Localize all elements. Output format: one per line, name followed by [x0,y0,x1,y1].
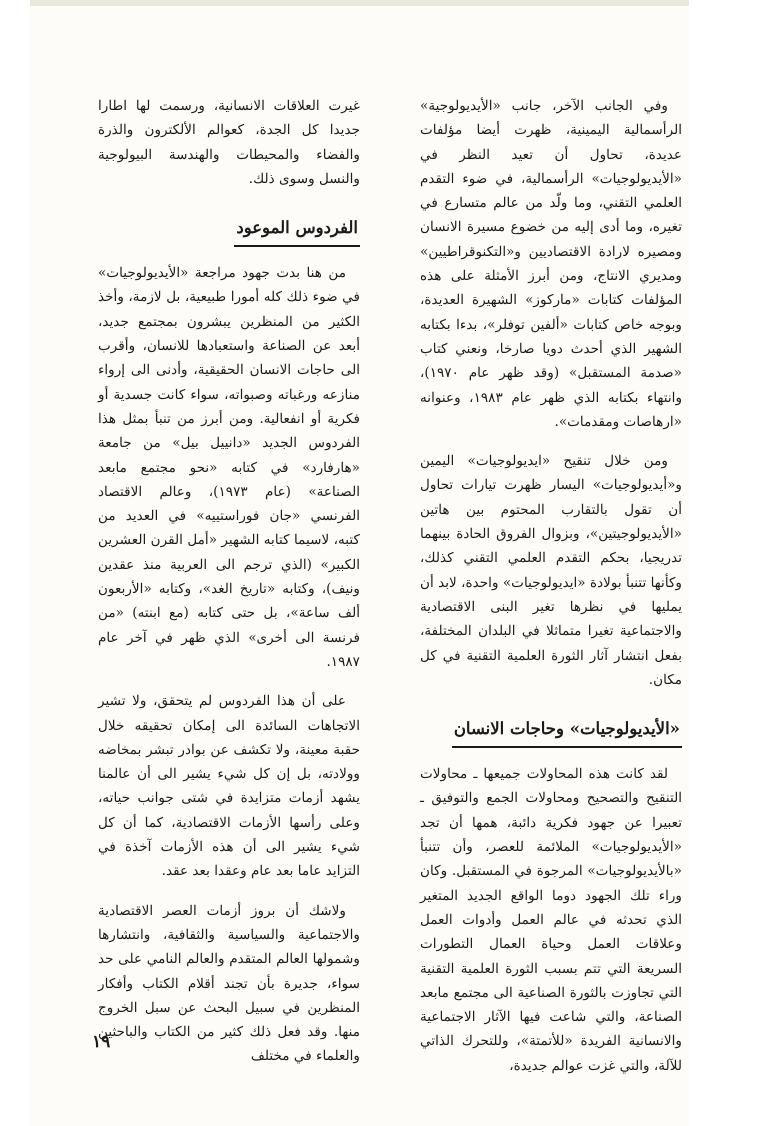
page-top-edge [0,0,761,6]
paragraph-ideologies-right: وفي الجانب الآخر، جانب «الأيديولوجية» الرأسمالية اليمينية، ظهرت أيضا مؤلفات عديدة، تحاول أن تعيد النظر في «الأيديولوجيات» الرأسمالية، في ضوء التقدم العلمي التقني، وما ولّد من عالم متسارع في تغيره، وما أدى إليه من خضوع مسيرة الانسان ومصيره لارادة الاقتصاديين و«التكنوقراطيين» ومديري الانتاج، ومن أبرز الأمثلة على هذه المؤلفات كتابات «ماركوز» الشهيرة العديدة، وبوجه خاص كتابات «ألفين توفلر»، بدءا بكتابه الشهير الذي أحدث دويا صارخا، ونعني كتاب «صدمة المستقبل» (وقد ظهر عام ١٩٧٠)، وانتهاء بكتابه الذي ظهر عام ١٩٨٣، وعنوانه «ارهاصات ومقدمات». [420,98,683,430]
paragraph-crises: ولاشك أن بروز أزمات العصر الاقتصادية والاجتماعية والسياسية والثقافية، وانتشارها وشمولها العالم المتقدم والعالم النامي على حد سواء، جديرة بأن تجند أقلام الكتاب وأفكار المنظرين في سبيل البحث عن سبل الخروج منها. وقد فعل ذلك كثير من الكتاب والباحثين والعلماء في مختلف [98,902,360,1065]
page-right-margin [689,0,761,1126]
section-heading-row [98,206,360,261]
section-heading-promised-paradise: الفردوس الموعود [234,214,360,247]
paragraph-paradise-unrealized: على أن هذا الفردوس لم يتحقق، ولا تشير الاتجاهات السائدة الى إمكان تحقيقه خلال حقبة معينة، ولا تكشف عن بوادر تبشر بمخاضه وولادته، بل إن كل شيء يشير الى أن عالمنا يشهد أزمات متزايدة في شتى جوانب حياته، وعلى رأسها الأزمات الاقتصادية، كما أن كل شيء يشير الى أن هذه الأزمات آخذة في التزايد عاما بعد عام وعقدا بعد عقد. [98,693,360,880]
page-left-margin [0,0,30,1126]
section-heading-row [420,707,682,762]
left-column [98,94,360,1084]
paragraph-attempts: لقد كانت هذه المحاولات جميعها ـ محاولات التنقيح والتصحيح ومحاولات الجمع والتوفيق ـ تعبيرا عن جهود فكرية دائبة، همها أن تجد «الأيديولوجيات» الملائمة للعصر، وأن تتنبأ «بالأيديولوجيات» المرجوة في المستقبل. وكان وراء تلك الجهود دوما الواقع الجديد المتغير الذي تحدثه في عالم العمل وأدوات العمل وعلاقات العمل وحياة العمال التطورات السريعة التي تتم بسبب الثورة العلمية التقنية التي تجاوزت بالثورة الصناعية الى مجتمع مابعد الصناعة، والتي شاعت فيها الآثار الاجتماعية والانسانية الفريدة «للأتمتة»، وللتحرك الذاتي للآلة، والتي غزت عوالم جديدة، [420,766,682,1074]
right-column [420,94,682,1093]
paragraph-convergence: ومن خلال تنقيح «ايديولوجيات» اليمين و«أيديولوجيات» اليسار ظهرت تيارات تحاول أن تقول بالتقارب المحتوم بين هاتين «الأيديولوجيتين»، وبزوال الفروق الحادة بينهما تدريجيا، بحكم التقدم العلمي التقني كذلك، وكأنها تتنبأ بولادة «ايديولوجيات» واحدة، لابد أن يمليها في نظرها تغير البنى الاقتصادية والاجتماعية تغيرا متماثلا في البلدان المختلفة، بفعل انتشار آثار الثورة العلمية التقنية في كل مكان. [420,453,682,688]
section-heading-ideologies-human-needs: «الأيديولوجيات» وحاجات الانسان [452,715,682,748]
page-number: ١٩ [92,1032,111,1052]
paragraph-continuation: غيرت العلاقات الانسانية، ورسمت لها اطارا جديدا كل الجدة، كعوالم الألكترون والذرة والفضاء والمحيطات والهندسة البيولوجية والنسل وسوى ذلك. [98,98,360,187]
paragraph-new-society: من هنا بدت جهود مراجعة «الأيديولوجيات» في ضوء ذلك كله أمورا طبيعية، بل لازمة، وأخذ الكثير من المنظرين يبشرون بمجتمع جديد، أبعد عن الصناعة واستعبادها للانسان، وأقرب الى حاجات الانسان الحقيقية، وأدنى الى إرواء منازعه ورغباته وصبواته، سواء كانت جسدية أو فكرية أو انفعالية. ومن أبرز من تنبأ بمثل هذا الفردوس الجديد «دانييل بيل» من جامعة «هارفارد» في كتابه «نحو مجتمع مابعد الصناعة» (عام ١٩٧٣)، وعالم الاقتصاد الفرنسي «جان فوراستييه» في العديد من كتبه، لاسيما كتابه الشهير «أمل القرن العشرين الكبير» (الذي ترجم الى العربية منذ عقدين ونيف)، وكتابه «تاريخ الغد»، وكتابه «الأربعون ألف ساعة»، بل حتى كتابه (مع ابنته) «من فرنسة الى أخرى» الذي ظهر في آخر عام ١٩٨٧. [98,265,360,670]
